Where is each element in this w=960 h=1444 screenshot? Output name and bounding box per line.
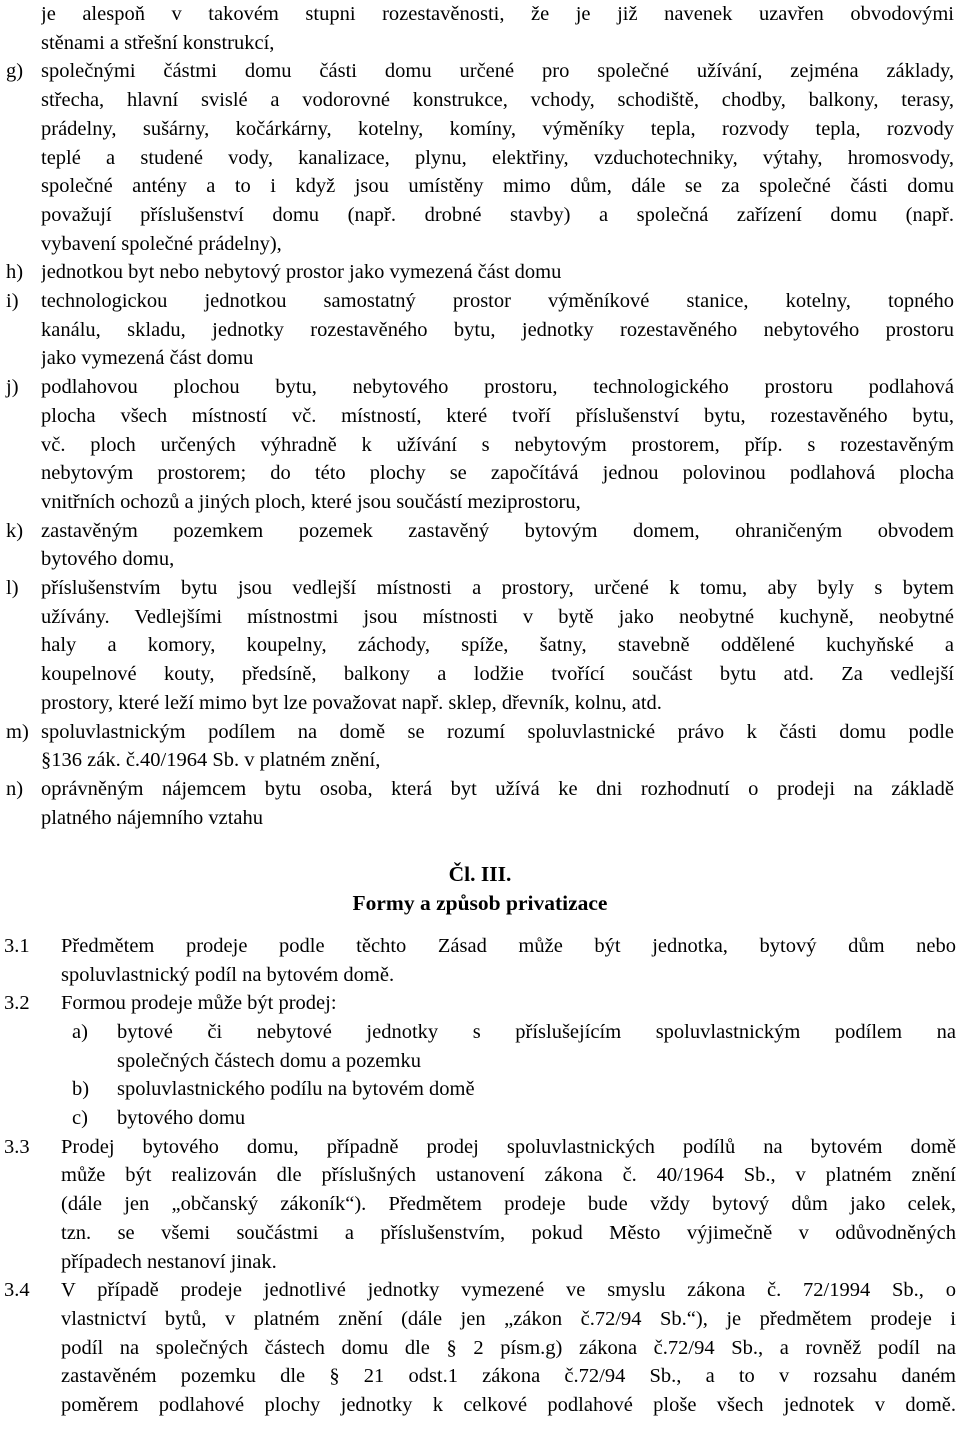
text-line: plocha všech místností vč. místností, které tvoří příslušenství bytu, rozestavěného bytu, — [41, 404, 954, 427]
list-item-m — [6, 718, 954, 775]
text-line: vč. ploch určených výhradně k užívání s nebytovým prostorem, příp. s rozestavěným — [41, 433, 954, 456]
section-marker: 3.4 — [4, 1279, 30, 1302]
list-item-k — [6, 517, 954, 574]
list-item-g — [6, 57, 954, 258]
text-line: vlastnictví bytů, v platném znění (dále jen „zákon č.72/94 Sb.“), je předmětem prodeje i — [61, 1307, 956, 1330]
section-3-2-item-c — [72, 1104, 956, 1133]
text-line: Prodej bytového domu, případně prodej spoluvlastnických podílů na bytovém domě — [61, 1135, 956, 1158]
text-line: spoluvlastnickým podílem na domě se rozumí spoluvlastnické právo k části domu podle — [41, 720, 954, 743]
list-item-h — [6, 258, 954, 287]
text-line: platného nájemního vztahu — [41, 806, 264, 829]
section-3-1 — [4, 932, 956, 989]
text-line: technologickou jednotkou samostatný prostor výměníkové stanice, kotelny, topného — [41, 290, 954, 313]
text-line: podlahovou plochou bytu, nebytového prostoru, technologického prostoru podlahová — [41, 376, 954, 399]
list-marker: b) — [72, 1078, 90, 1101]
spacer — [0, 832, 960, 860]
spacer — [0, 918, 960, 932]
text-line: stěnami a střešní konstrukcí, — [41, 31, 275, 54]
text-line: bytové či nebytové jednotky s příslušejícím spoluvlastnickým podílem na — [117, 1020, 956, 1043]
text-line: prádelny, sušárny, kočárkárny, kotelny, komíny, výměníky tepla, rozvody tepla, rozvody — [41, 117, 954, 140]
text-line: příslušenstvím bytu jsou vedlejší místnosti a prostory, určené k tomu, aby byly s bytem — [41, 577, 954, 600]
section-marker: 3.1 — [4, 934, 30, 957]
list-marker: a) — [72, 1020, 88, 1043]
text-line: Formou prodeje může být prodej: — [61, 992, 337, 1015]
list-item-l — [6, 574, 954, 718]
text-line: oprávněným nájemcem bytu osoba, která byt užívá ke dni rozhodnutí o prodeji na základě — [41, 777, 954, 800]
text-line: Předmětem prodeje podle těchto Zásad může být jednotka, bytový dům nebo — [61, 934, 956, 957]
list-item-j — [6, 373, 954, 517]
text-line: vnitřních ochozů a jiných ploch, které jsou součástí meziprostoru, — [41, 490, 581, 513]
list-marker: h) — [6, 261, 24, 284]
list-item-continuation — [6, 0, 954, 57]
article-number: Čl. III. — [448, 862, 512, 887]
text-line: užívány. Vedlejšími místnostmi jsou místnosti v bytě jako neobytné kuchyně, neobytné — [41, 605, 954, 628]
list-marker: j) — [6, 376, 19, 399]
text-line: považují příslušenství domu (např. drobné stavby) a společná zařízení domu (např. — [41, 203, 954, 226]
list-marker: k) — [6, 519, 24, 542]
list-marker: c) — [72, 1107, 88, 1130]
section-3-4 — [4, 1276, 956, 1420]
article-title: Formy a způsob privatizace — [352, 891, 608, 916]
text-line: bytového domu, — [41, 548, 175, 571]
list-marker: n) — [6, 777, 24, 800]
section-3-2-item-a — [72, 1018, 956, 1075]
text-line: haly a komory, koupelny, záchody, spíže, šatny, stavebně oddělené kuchyňské a — [41, 634, 954, 657]
text-line: společné antény a to i když jsou umístěny mimo dům, dále se za společné části domu — [41, 175, 954, 198]
text-line: §136 zák. č.40/1964 Sb. v platném znění, — [41, 749, 381, 772]
text-line: společnými částmi domu části domu určené pro společné užívání, zejména základy, — [41, 60, 954, 83]
text-line: jako vymezená část domu — [41, 347, 254, 370]
text-line: zastavěným pozemkem pozemek zastavěný bytovým domem, ohraničeným obvodem — [41, 519, 954, 542]
section-3-2-item-b — [72, 1075, 956, 1104]
list-marker: l) — [6, 577, 19, 600]
text-line: koupelnové kouty, předsíně, balkony a lodžie tvořící součást bytu atd. Za vedlejší — [41, 663, 954, 686]
text-line: podíl na společných částech domu dle § 2 písm.g) zákona č.72/94 Sb., a rovněž podíl na — [61, 1336, 956, 1359]
text-line: může být realizován dle příslušných ustanovení zákona č. 40/1964 Sb., v platném znění — [61, 1164, 956, 1187]
text-line: jednotkou byt nebo nebytový prostor jako vymezená část domu — [41, 261, 562, 284]
text-line: tzn. se všemi součástmi a příslušenstvím, pokud Město výjimečně v odůvodněných — [61, 1221, 956, 1244]
text-line: (dále jen „občanský zákoník“). Předmětem prodeje bude vždy bytový dům jako celek, — [61, 1193, 956, 1216]
list-marker: m) — [6, 720, 29, 743]
list-item-n — [6, 775, 954, 832]
text-line: spoluvlastnického podílu na bytovém domě — [117, 1078, 475, 1101]
text-line: vybavení společné prádelny), — [41, 232, 282, 255]
text-line: kanálu, skladu, jednotky rozestavěného bytu, jednotky rozestavěného nebytového prostoru — [41, 318, 954, 341]
text-line: poměrem podlahové plochy jednotky k celkové podlahové ploše všech jednotek v domě. — [61, 1394, 956, 1417]
section-marker: 3.3 — [4, 1135, 30, 1158]
text-line: prostory, které leží mimo byt lze považovat např. sklep, dřevník, kolnu, atd. — [41, 691, 662, 714]
section-marker: 3.2 — [4, 992, 30, 1015]
list-marker: i) — [6, 290, 19, 313]
section-3-2 — [4, 989, 956, 1018]
text-line: bytového domu — [117, 1107, 246, 1130]
text-line: společných částech domu a pozemku — [117, 1049, 421, 1072]
list-item-i — [6, 287, 954, 373]
section-3-3 — [4, 1133, 956, 1277]
text-line: nebytovým prostorem; do této plochy se započítává jednou polovinou podlahová plocha — [41, 462, 954, 485]
text-line: V případě prodeje jednotlivé jednotky vymezené ve smyslu zákona č. 72/1994 Sb., o — [61, 1279, 956, 1302]
text-line: teplé a studené vody, kanalizace, plynu, elektřiny, vzduchotechniky, výtahy, hromosvody, — [41, 146, 954, 169]
text-line: spoluvlastnický podíl na bytovém domě. — [61, 963, 395, 986]
text-line: případech nestanoví jinak. — [61, 1250, 277, 1273]
text-line: zastavěném pozemku dle § 21 odst.1 zákona č.72/94 Sb., a to v rozsahu daném — [61, 1365, 956, 1388]
text-line: střecha, hlavní svislé a vodorovné konstrukce, vchody, schodiště, chodby, balkony, terasy, — [41, 89, 954, 112]
list-marker: g) — [6, 60, 24, 83]
text-line: je alespoň v takovém stupni rozestavěnosti, že je již navenek uzavřen obvodovými — [41, 3, 954, 25]
